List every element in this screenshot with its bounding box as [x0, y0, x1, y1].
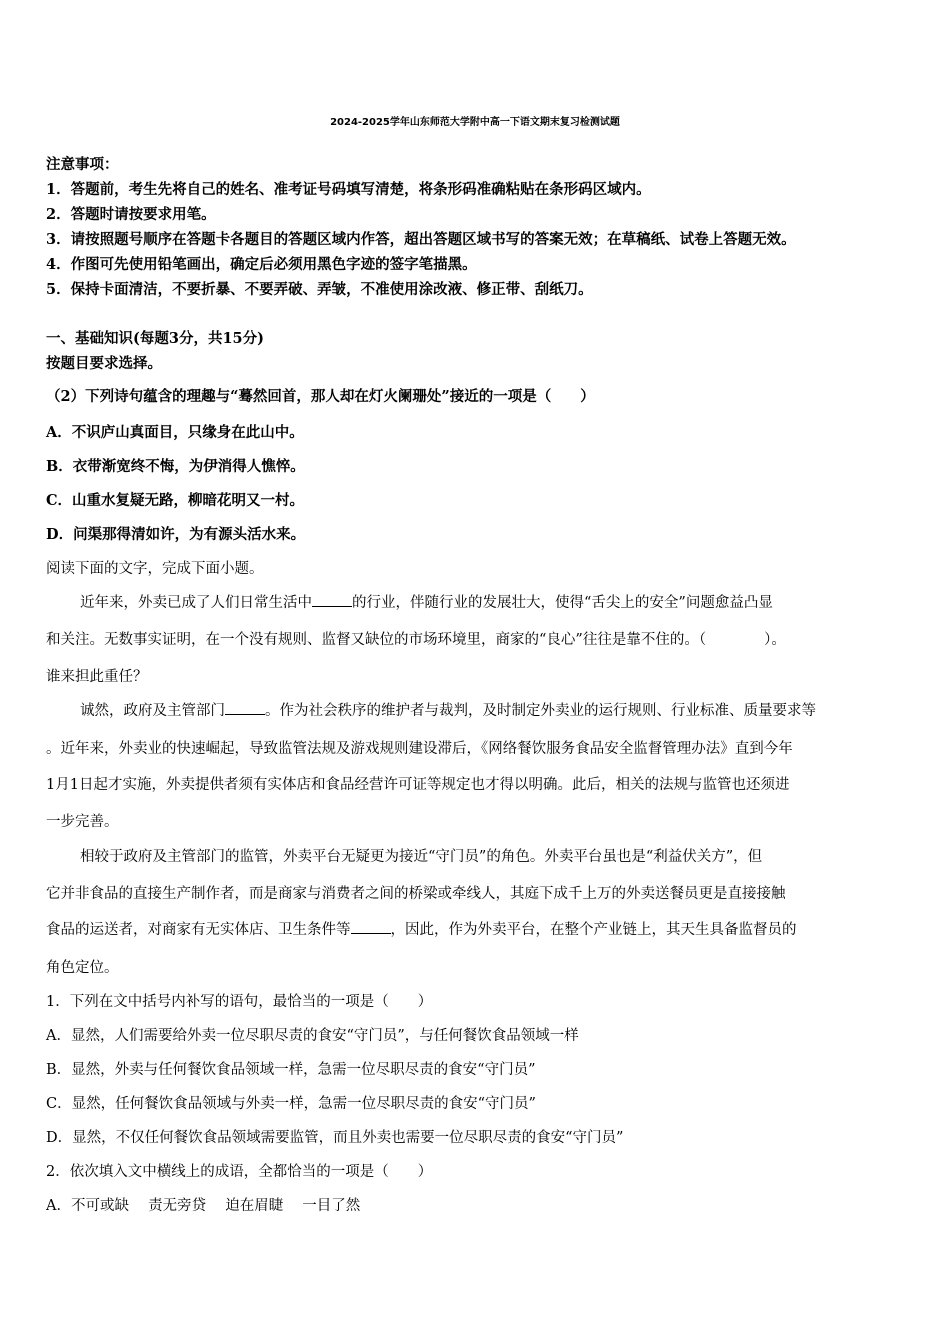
passage-line: 1月1日起才实施，外卖提供者须有实体店和食品经营许可证等规定也才得以明确。此后，相关的法规与监管也还须进 — [46, 777, 790, 793]
option-c: C．显然，任何餐饮食品领域与外卖一样，急需一位尽职尽责的食安“守门员” — [46, 1096, 536, 1112]
passage-line — [80, 699, 816, 720]
option-a: A．显然，人们需要给外卖一位尽职尽责的食安“守门员”，与任何餐饮食品领域一样 — [46, 1028, 579, 1044]
passage-text: 。作为社会秩序的维护者与裁判，及时制定外卖业的运行规则、行业标准、质量要求等 — [265, 703, 816, 719]
passage-line: 和关注。无数事实证明，在一个没有规则、监督又缺位的市场环境里，商家的“良心”往往是靠不住的。（ ）。 — [46, 632, 786, 648]
passage-text: 诚然，政府及主管部门 — [80, 703, 225, 719]
page-title: 2024-2025学年山东师范大学附中高一下语文期末复习检测试题 — [330, 117, 620, 128]
passage-line — [46, 918, 797, 939]
option-d: D．显然，不仅任何餐饮食品领域需要监管，而且外卖也需要一位尽职尽责的食安“守门员” — [46, 1130, 624, 1146]
notice-item: 5．保持卡面清洁，不要折暴、不要弄破、弄皱，不准使用涂改液、修正带、刮纸刀。 — [46, 281, 593, 298]
notice-item: 3．请按照题号顺序在答题卡各题目的答题区域内作答，超出答题区域书写的答案无效；在草稿纸、试卷上答题无效。 — [46, 231, 796, 248]
passage-text: 近年来，外卖已成了人们日常生活中 — [80, 595, 312, 611]
question-stem: 2．依次填入文中横线上的成语，全都恰当的一项是（ ） — [46, 1164, 433, 1180]
notice-heading: 注意事项： — [46, 156, 119, 173]
fill-blank — [351, 921, 391, 934]
option-b: B．显然，外卖与任何餐饮食品领域一样，急需一位尽职尽责的食安“守门员” — [46, 1062, 536, 1078]
passage-text: 食品的运送者，对商家有无实体店、卫生条件等 — [46, 922, 351, 938]
option-a: A．不识庐山真面目，只缘身在此山中。 — [46, 424, 304, 441]
passage-line: 它并非食品的直接生产制作者，而是商家与消费者之间的桥梁或牵线人，其庭下成千上万的外卖送餐员更是直接接触 — [46, 886, 786, 902]
passage-text: 的行业，伴随行业的发展壮大，使得“舌尖上的安全”问题愈益凸显 — [352, 595, 773, 611]
option-a: A．不可或缺 责无旁贷 迫在眉睫 一目了然 — [46, 1198, 361, 1214]
passage-text: ，因此，作为外卖平台，在整个产业链上，其天生具备监督员的 — [390, 922, 797, 938]
passage-line: 谁来担此重任？ — [46, 669, 148, 685]
section-instruction: 按题目要求选择。 — [46, 355, 162, 372]
passage-line: 角色定位。 — [46, 960, 119, 976]
passage-line — [80, 591, 773, 612]
fill-blank — [312, 594, 352, 607]
notice-item: 2．答题时请按要求用笔。 — [46, 206, 216, 223]
notice-item: 1．答题前，考生先将自己的姓名、准考证号码填写清楚，将条形码准确粘贴在条形码区域内。 — [46, 181, 651, 198]
passage-line: 。近年来，外卖业的快速崛起，导致监管法规及游戏规则建设滞后，《网络餐饮服务食品安全监督管理办法》直到今年 — [46, 741, 793, 757]
passage-line: 相较于政府及主管部门的监管，外卖平台无疑更为接近“守门员”的角色。外卖平台虽也是“利益伏关方”，但 — [80, 849, 763, 865]
passage-line: 一步完善。 — [46, 814, 119, 830]
question-stem: 1．下列在文中括号内补写的语句，最恰当的一项是（ ） — [46, 994, 433, 1010]
option-c: C．山重水复疑无路，柳暗花明又一村。 — [46, 492, 305, 509]
question-stem: （2）下列诗句蕴含的理趣与“蓦然回首，那人却在灯火阑珊处”接近的一项是（ ） — [46, 388, 595, 405]
fill-blank — [225, 702, 265, 715]
option-d: D．问渠那得清如许，为有源头活水来。 — [46, 526, 306, 543]
notice-item: 4．作图可先使用铅笔画出，确定后必须用黑色字迹的签字笔描黑。 — [46, 256, 477, 273]
section-heading: 一、基础知识(每题3分，共15分) — [46, 330, 264, 347]
option-b: B．衣带渐宽终不悔，为伊消得人憔悴。 — [46, 458, 305, 475]
reading-intro: 阅读下面的文字，完成下面小题。 — [46, 561, 264, 577]
